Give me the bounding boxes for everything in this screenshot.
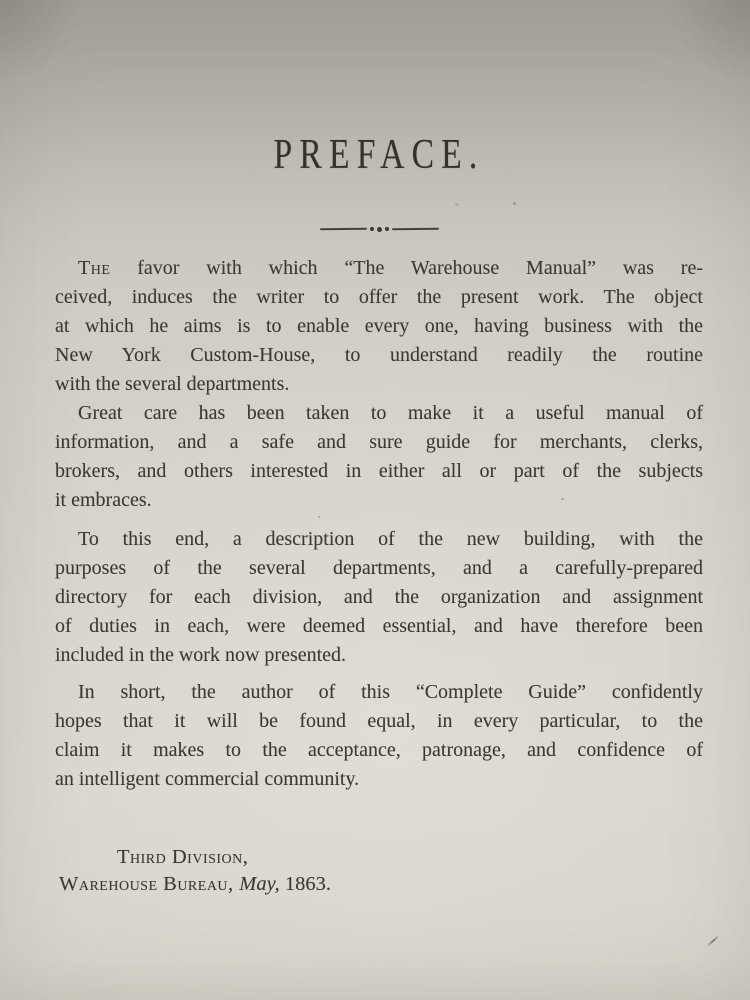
section-divider-ornament-icon: [55, 224, 703, 234]
body-line: at which he aims is to enable every one, having business with the: [55, 315, 703, 337]
divider-dot-icon: [370, 227, 374, 231]
paragraph: [55, 525, 703, 670]
page-title: PREFACE.: [273, 132, 485, 178]
text-segment: May,: [239, 873, 280, 895]
paragraph: [55, 254, 703, 399]
body-line: To this end, a description of the new building, with the: [78, 528, 703, 550]
body-line: [55, 254, 703, 283]
preface-body-text: [55, 254, 703, 794]
body-line: with the several departments.: [55, 373, 290, 395]
body-line: hopes that it will be found equal, in every particular, to the: [55, 710, 703, 732]
text-segment: 1863.: [279, 873, 331, 895]
dust-speck: [513, 202, 516, 205]
signature-line: [55, 871, 703, 898]
paragraph: [55, 678, 703, 794]
divider-dot-icon: [385, 227, 389, 231]
text-segment: Third Division,: [117, 846, 249, 868]
body-line: Great care has been taken to make it a useful manual of: [78, 402, 703, 424]
dust-speck: [318, 516, 320, 518]
body-line: brokers, and others interested in either all or part of the subjects: [55, 460, 703, 482]
body-line: New York Custom-House, to understand readily the routine: [55, 344, 703, 366]
divider-rule-right: [391, 228, 438, 230]
body-line: directory for each division, and the organization and assignment: [55, 586, 703, 608]
text-segment: The: [78, 257, 111, 279]
dust-speck: [561, 498, 564, 500]
body-line: it embraces.: [55, 489, 152, 511]
dust-speck: [455, 203, 459, 206]
body-line: an intelligent commercial community.: [55, 768, 360, 790]
text-segment: favor with which “The Warehouse Manual” was re-: [110, 257, 703, 279]
body-line: In short, the author of this “Complete Guide” confidently: [78, 681, 703, 703]
divider-rule-left: [319, 228, 366, 230]
divider-dot-icon: [377, 227, 382, 232]
body-line: purposes of the several departments, and a carefully-prepared: [55, 557, 703, 579]
paragraph: [55, 399, 703, 515]
body-line: included in the work now presented.: [55, 644, 347, 666]
divider-dots: [370, 227, 389, 232]
body-line: claim it makes to the acceptance, patronage, and confidence of: [55, 739, 703, 761]
body-line: of duties in each, were deemed essential, and have therefore been: [55, 615, 703, 637]
body-line: ceived, induces the writer to offer the present work. The object: [55, 286, 703, 308]
signature-block: [55, 844, 703, 898]
text-segment: Warehouse Bureau,: [59, 873, 240, 895]
pen-scratch-mark: [707, 936, 719, 947]
signature-line: [55, 844, 703, 871]
body-line: information, and a safe and sure guide for merchants, clerks,: [55, 431, 703, 453]
